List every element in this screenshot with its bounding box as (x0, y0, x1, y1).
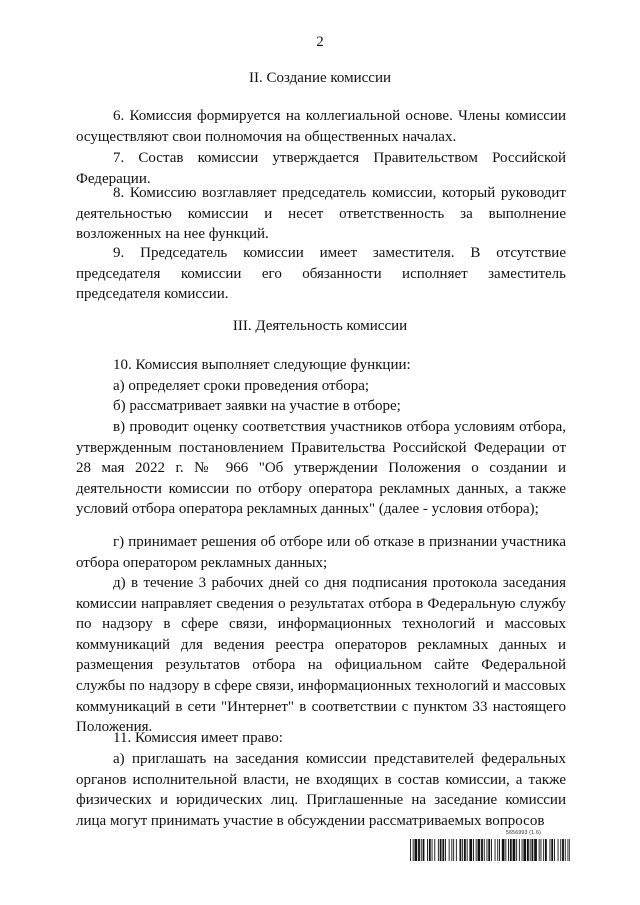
paragraph-10d: г) принимает решения об отборе или об отказе в признании участника отбора оператором рекламных данных; (76, 534, 566, 571)
paragraph-10b: б) рассматривает заявки на участие в отборе; (113, 398, 401, 414)
paragraph-6: 6. Комиссия формируется на коллегиальной основе. Члены комиссии осуществляют свои полномочия на общественных началах. (76, 108, 566, 145)
paragraph-11: 11. Комиссия имеет право: (113, 730, 283, 746)
barcode (410, 839, 570, 861)
paragraph-10e: д) в течение 3 рабочих дней со дня подписания протокола заседания комиссии направляет сведения о результатах отбора в Федеральную службу по надзору в сфере связи, информационных технологий и массовых коммуникаций для ведения реестра операторов рекламных данных и размещения результатов отбора на официальном сайте Федеральной службы по надзору в сфере связи, информационных технологий и массовых коммуникаций в сети "Интернет" в соответствии с пунктом 33 настоящего Положения. (76, 575, 566, 736)
barcode-id: 5656993 (1.6) (506, 830, 542, 836)
paragraph-11a: а) приглашать на заседания комиссии представителей федеральных органов исполнительной власти, не входящих в состав комиссии, а также физических и юридических лиц. Приглашенные на заседание комиссии лица могут принимать участие в обсуждении рассматриваемых вопросов (76, 751, 566, 829)
page-number: 2 (316, 34, 324, 50)
paragraph-9: 9. Председатель комиссии имеет заместителя. В отсутствие председателя комиссии его обязанности исполняет заместитель председателя комиссии. (76, 245, 566, 303)
section-heading-2: II. Создание комиссии (248, 70, 392, 86)
section-heading-3: III. Деятельность комиссии (232, 318, 408, 334)
paragraph-10c: в) проводит оценку соответствия участников отбора условиям отбора, утвержденным постановлением Правительства Российской Федерации от 28 мая 2022 г. № 966 "Об утверждении Положения о создании и деятельности комиссии по отбору оператора рекламных данных, а также условий отбора оператора рекламных данных" (далее - условия отбора); (76, 419, 566, 518)
paragraph-10: 10. Комиссия выполняет следующие функции: (113, 357, 411, 373)
paragraph-7: 7. Состав комиссии утверждается Правительством Российской Федерации. (76, 150, 566, 187)
paragraph-8: 8. Комиссию возглавляет председатель комиссии, который руководит деятельностью комиссии и несет ответственность за выполнение возложенных на нее функций. (76, 185, 566, 243)
paragraph-10a: а) определяет сроки проведения отбора; (113, 378, 370, 394)
